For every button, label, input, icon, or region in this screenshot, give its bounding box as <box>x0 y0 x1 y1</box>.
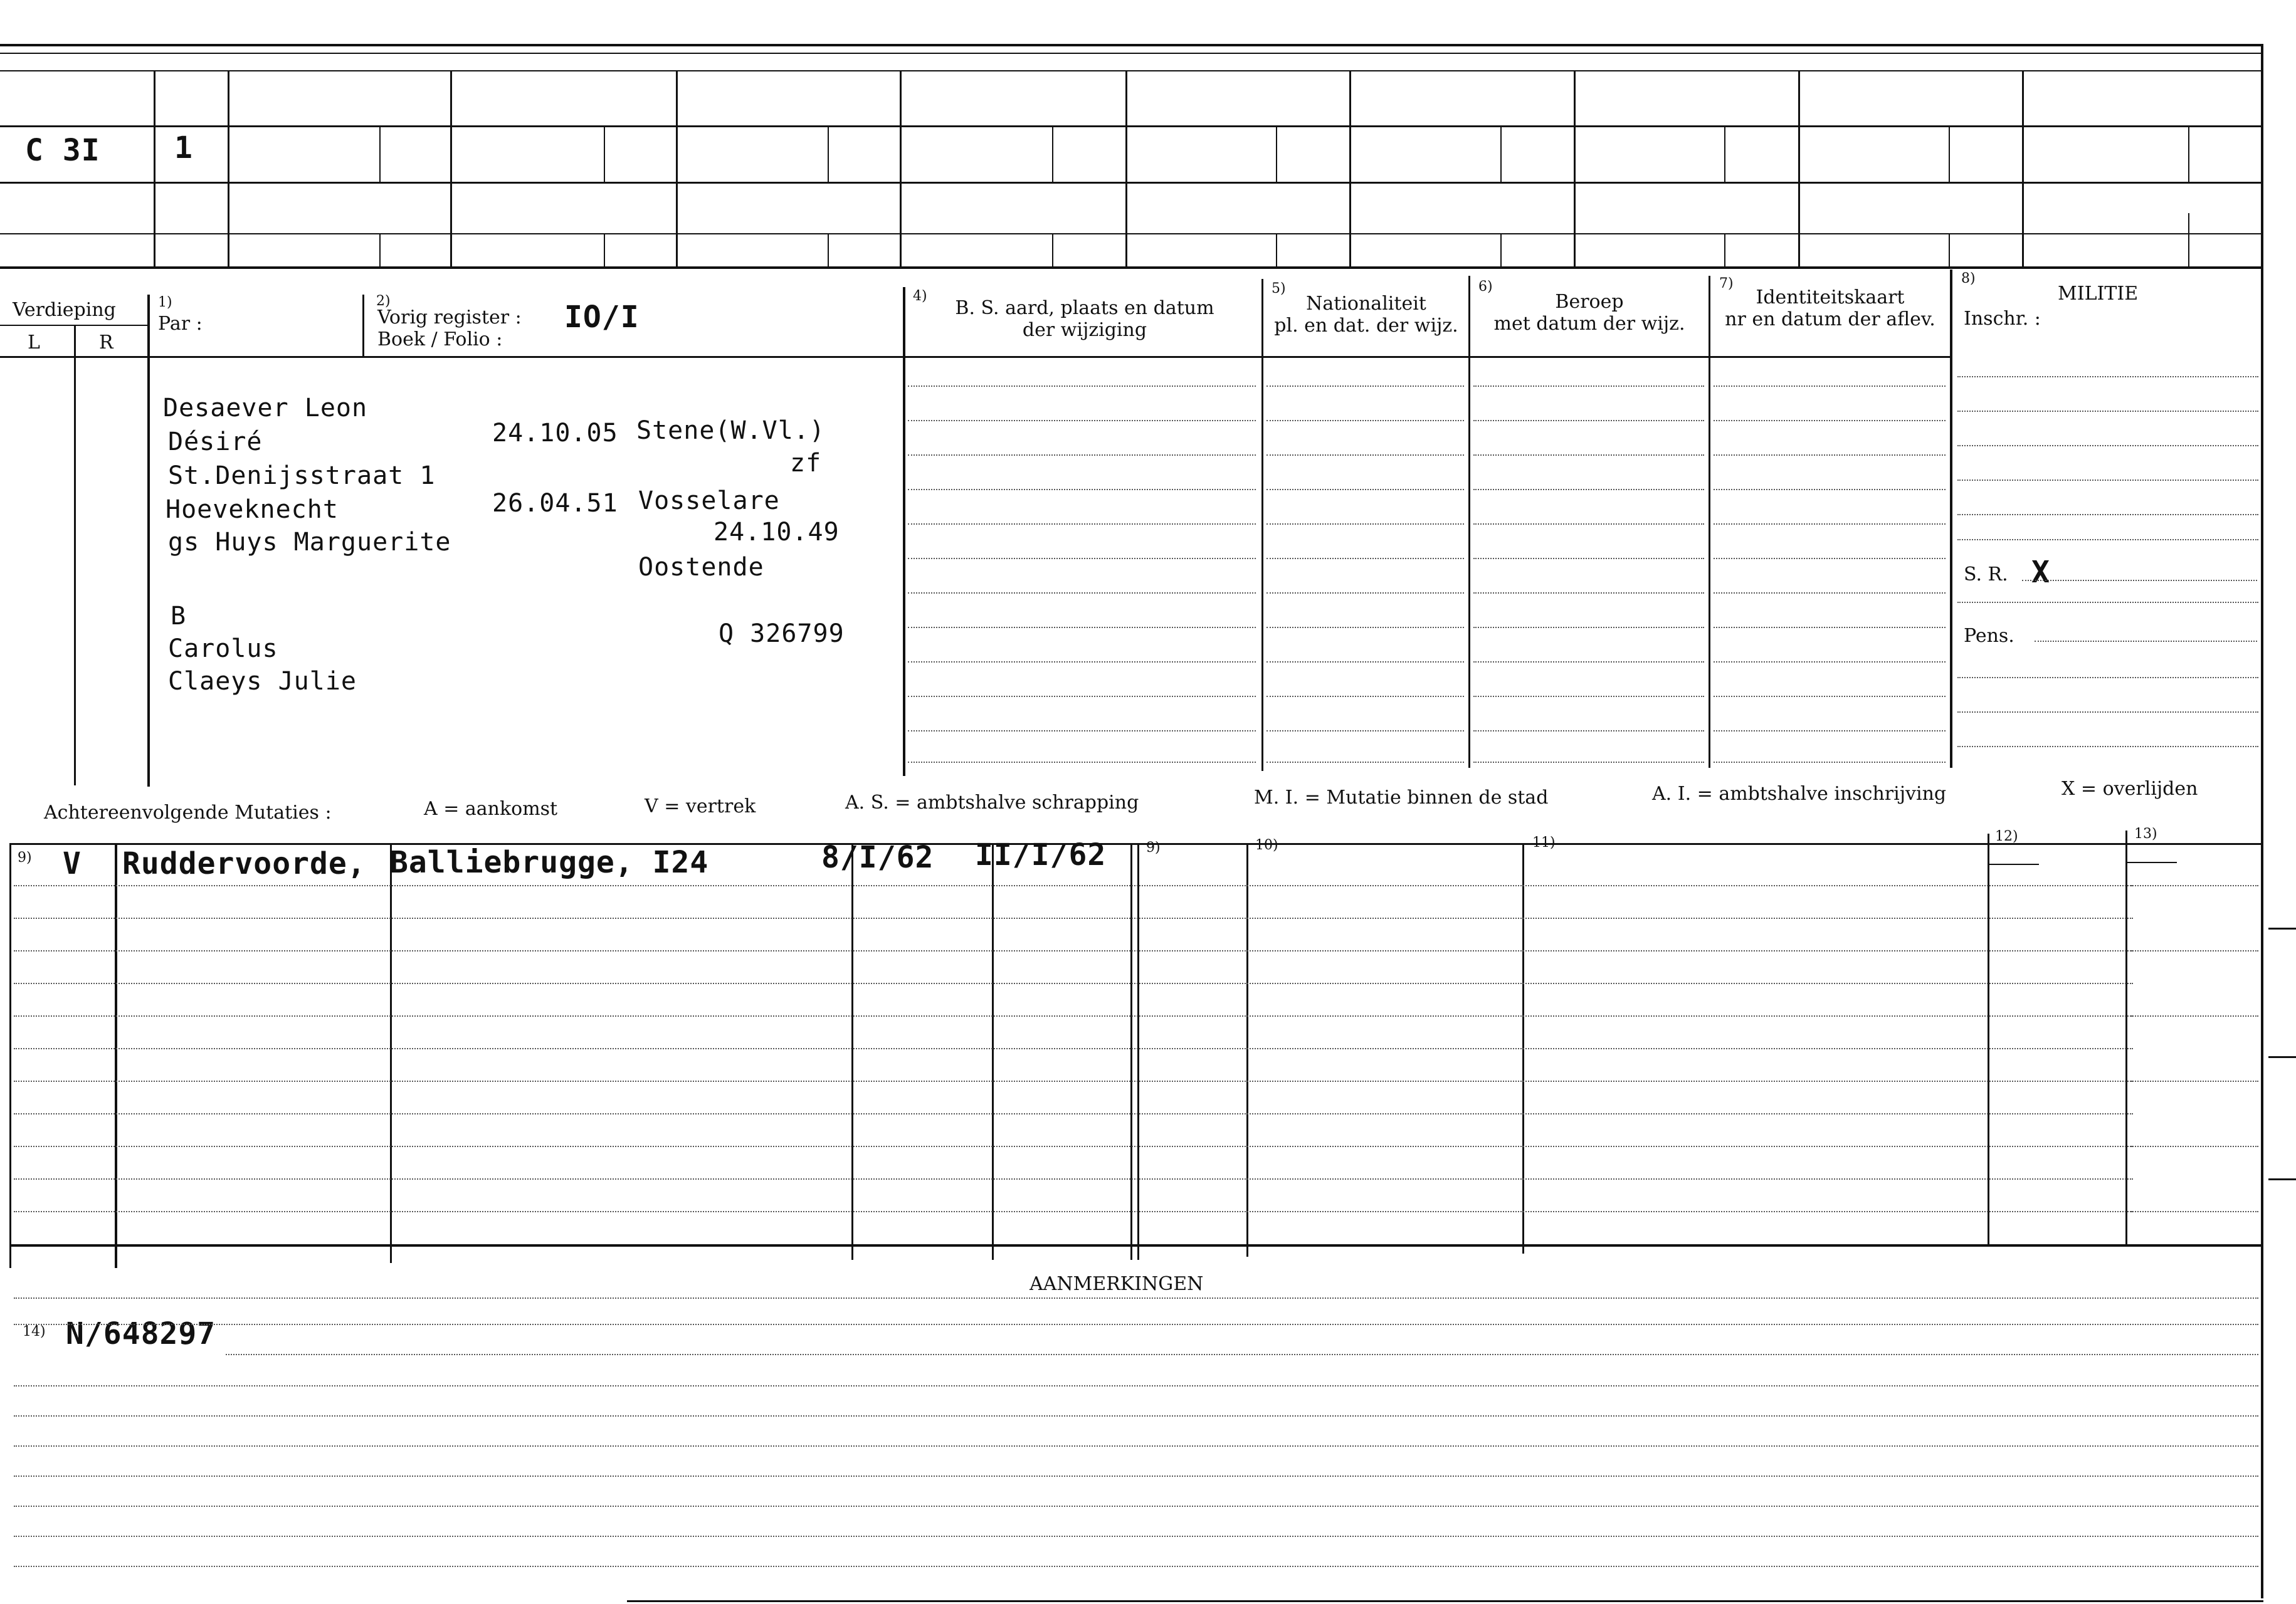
person-father: Carolus <box>168 634 278 663</box>
vorig-register-label: Vorig register : <box>377 307 522 328</box>
col9b-number: 9) <box>1146 840 1161 856</box>
pens-label: Pens. <box>1964 625 2014 647</box>
legend-aankomst: A = aankomst <box>424 798 558 820</box>
verdieping-label: Verdieping <box>13 299 116 321</box>
col6-number: 6) <box>1478 279 1493 295</box>
inschr-label: Inschr. : <box>1964 308 2041 330</box>
person-occupation: Hoeveknecht <box>166 495 339 524</box>
remarks-number: 14) <box>23 1324 46 1339</box>
col9-number: 9) <box>18 850 32 866</box>
col7-number: 7) <box>1719 276 1734 291</box>
legend-mutatie-binnen-stad: M. I. = Mutatie binnen de stad <box>1254 787 1549 809</box>
remarks-value: N/648297 <box>66 1316 216 1351</box>
person-status: B <box>171 602 187 631</box>
col10-number: 10) <box>1255 837 1278 853</box>
militie-label: MILITIE <box>2058 283 2139 305</box>
entry-street: Balliebrugge, I24 <box>390 845 709 880</box>
number-value: 1 <box>174 130 193 165</box>
date-3: 24.10.49 <box>714 518 840 547</box>
identiteitskaart-header: Identiteitskaart nr en datum der aflev. <box>1725 286 1935 330</box>
code-value: C 3I <box>25 133 100 168</box>
id-number: Q 326799 <box>719 619 845 648</box>
col13-number: 13) <box>2134 826 2157 842</box>
sr-value: X <box>2031 555 2050 590</box>
frame-top <box>0 44 2263 46</box>
entry-date1: 8/I/62 <box>821 840 934 875</box>
col-header-bottom <box>0 356 1950 358</box>
entry-place: Ruddervoorde, <box>122 846 366 881</box>
nationaliteit-header: Nationaliteit pl. en dat. der wijz. <box>1274 293 1458 337</box>
bs-header: B. S. aard, plaats en datum der wijziging <box>955 297 1214 341</box>
legend-ambtshalve-schrapping: A. S. = ambtshalve schrapping <box>845 792 1139 814</box>
person-mother: Claeys Julie <box>168 667 357 696</box>
col5-number: 5) <box>1272 281 1286 296</box>
zf-marker: zf <box>790 449 822 478</box>
col2-number: 2) <box>376 293 391 309</box>
place-3: Oostende <box>638 553 764 582</box>
bottom-line <box>627 1600 2263 1602</box>
place-2: Vosselare <box>638 486 780 515</box>
sr-label: S. R. <box>1964 563 2008 585</box>
frame-top-scan <box>0 53 2263 54</box>
entry-date2: II/I/62 <box>975 837 1107 873</box>
par-label: Par : <box>158 313 203 335</box>
person-name: Desaever Leon <box>163 394 368 422</box>
left-label: L <box>28 332 40 354</box>
person-spouse: gs Huys Marguerite <box>168 528 451 557</box>
legend-overlijden: X = overlijden <box>2062 778 2198 800</box>
frame-right <box>2261 44 2263 1598</box>
beroep-header: Beroep met datum der wijz. <box>1493 291 1685 335</box>
boek-folio-label: Boek / Folio : <box>377 328 503 350</box>
col8-number: 8) <box>1961 271 1976 286</box>
birth-place: Stene(W.Vl.) <box>636 416 825 445</box>
person-street: St.Denijsstraat 1 <box>168 461 436 490</box>
col11-number: 11) <box>1532 835 1556 851</box>
col4-number: 4) <box>913 288 927 304</box>
right-label: R <box>99 332 113 354</box>
legend-ambtshalve-inschrijving: A. I. = ambtshalve inschrijving <box>1652 783 1947 805</box>
col1-number: 1) <box>158 295 172 310</box>
person-first-name: Désiré <box>168 427 263 456</box>
birth-date: 24.10.05 <box>492 419 618 448</box>
legend-vertrek: V = vertrek <box>645 795 756 817</box>
mutations-title: Achtereenvolgende Mutaties : <box>44 802 332 824</box>
col12-number: 12) <box>1995 829 2018 844</box>
remarks-title: AANMERKINGEN <box>1030 1273 1204 1295</box>
vorig-register-value: IO/I <box>564 300 640 335</box>
entry-type: V <box>63 846 82 881</box>
date-2: 26.04.51 <box>492 489 618 518</box>
